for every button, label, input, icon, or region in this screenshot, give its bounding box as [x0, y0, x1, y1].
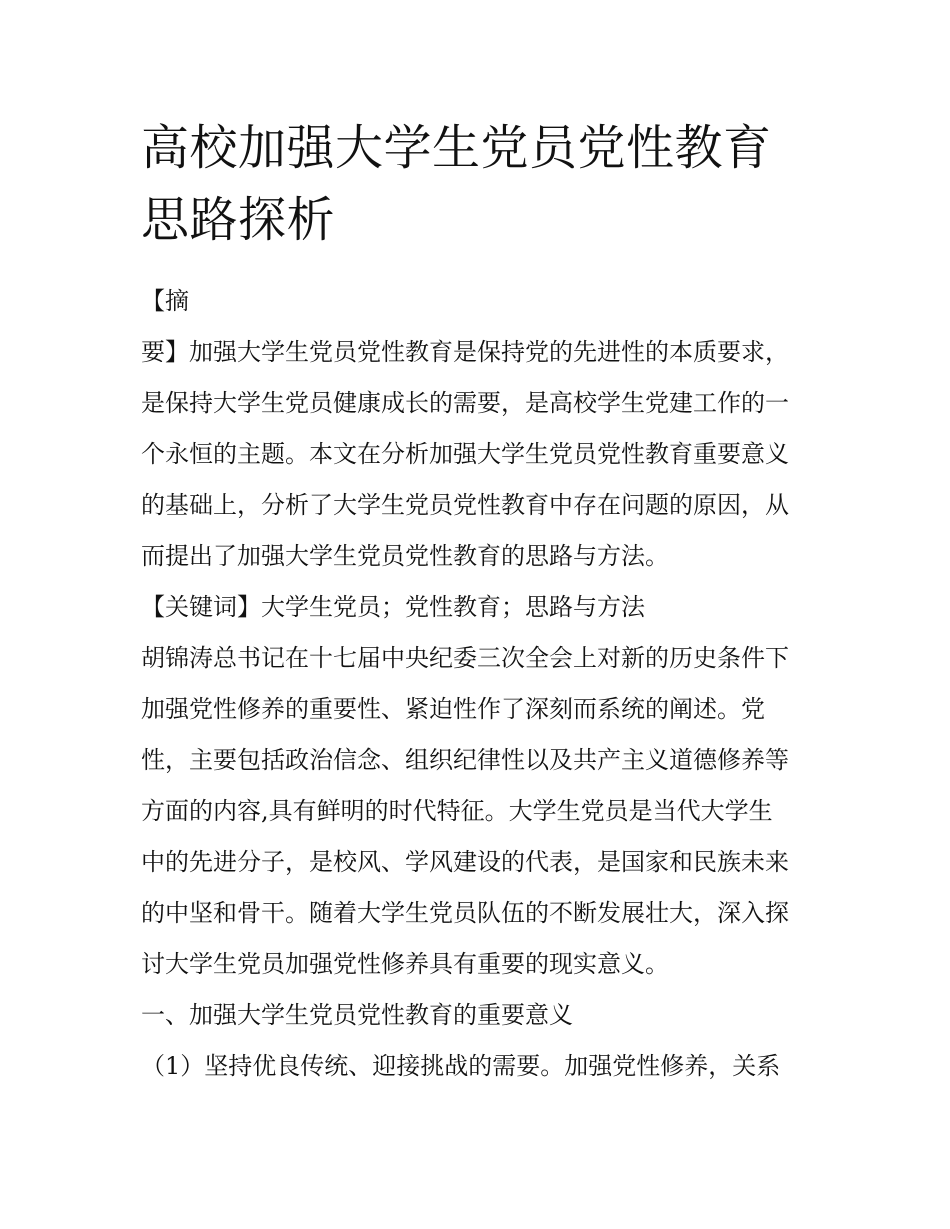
- intro-line: 性，主要包括政治信念、组织纪律性以及共产主义道德修养等: [141, 746, 789, 774]
- document-title: [141, 112, 813, 256]
- document-page: [141, 112, 813, 1092]
- section-1-heading: 一、加强大学生党员党性教育的重要意义: [141, 1001, 573, 1029]
- abstract-line: 的基础上，分析了大学生党员党性教育中存在问题的原因，从: [141, 491, 789, 519]
- title-line-1: 高校加强大学生党员党性教育: [141, 120, 772, 176]
- intro-line: 加强党性修养的重要性、紧迫性作了深刻而系统的阐述。党: [141, 695, 765, 723]
- abstract-line: 是保持大学生党员健康成长的需要，是高校学生党建工作的一: [141, 389, 789, 417]
- section-1-item-1: （1）坚持优良传统、迎接挑战的需要。加强党性修养，关系: [141, 1052, 781, 1080]
- abstract-tag: 【摘: [141, 287, 189, 315]
- intro-line: 方面的内容,具有鲜明的时代特征。大学生党员是当代大学生: [141, 797, 773, 825]
- keywords-line: 【关键词】大学生党员；党性教育；思路与方法: [141, 593, 645, 621]
- intro-line: 中的先进分子，是校风、学风建设的代表，是国家和民族未来: [141, 848, 789, 876]
- intro-line: 胡锦涛总书记在十七届中央纪委三次全会上对新的历史条件下: [141, 644, 789, 672]
- abstract-line: 要】加强大学生党员党性教育是保持党的先进性的本质要求，: [141, 338, 789, 366]
- intro-paragraph: [141, 633, 813, 990]
- intro-line: 的中坚和骨干。随着大学生党员队伍的不断发展壮大，深入探: [141, 899, 789, 927]
- abstract-line: 个永恒的主题。本文在分析加强大学生党员党性教育重要意义: [141, 440, 789, 468]
- intro-line: 讨大学生党员加强党性修养具有重要的现实意义。: [141, 950, 669, 978]
- title-line-2: 思路探析: [141, 192, 336, 248]
- abstract-line: 而提出了加强大学生党员党性教育的思路与方法。: [141, 542, 669, 570]
- abstract-text: [141, 327, 813, 582]
